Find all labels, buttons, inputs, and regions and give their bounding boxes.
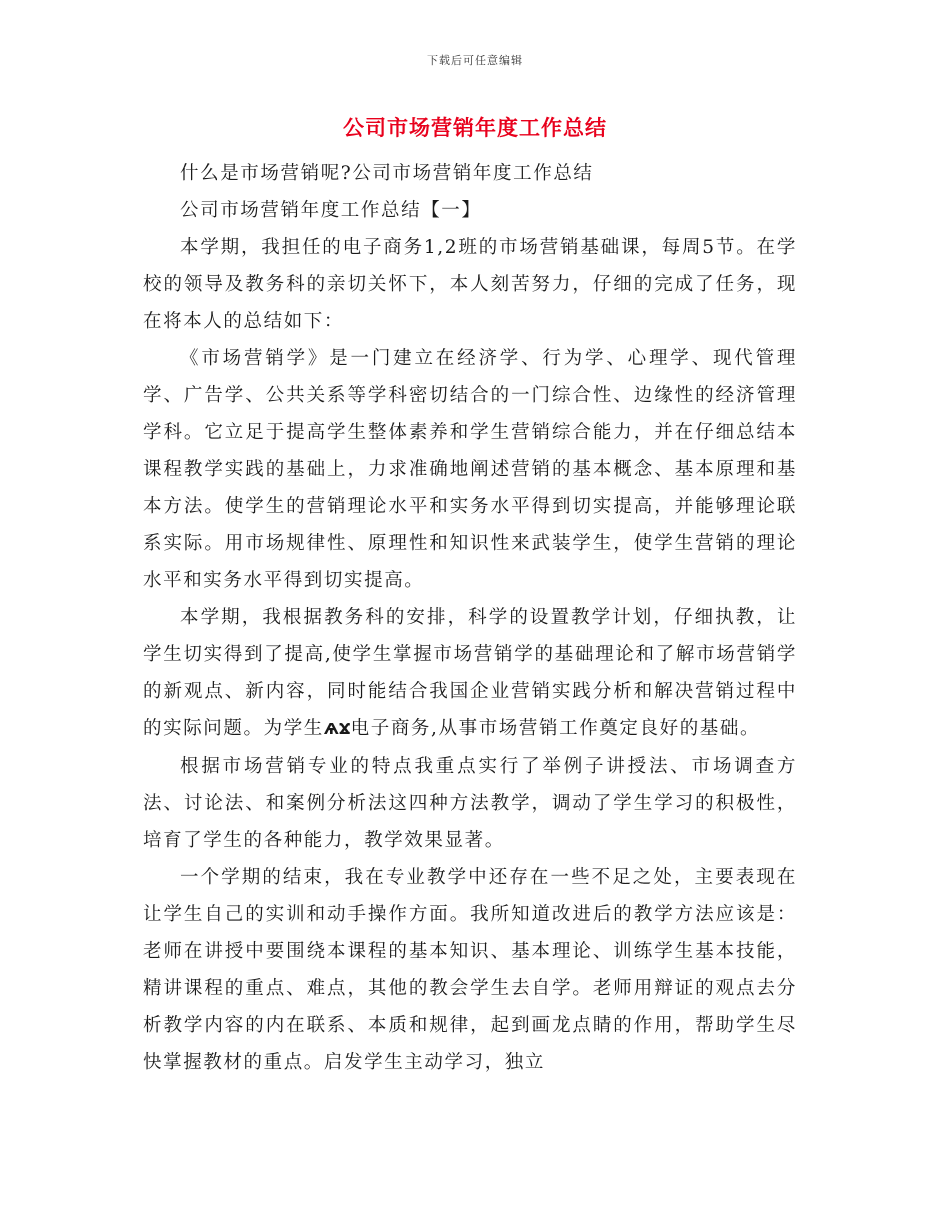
section-heading: 公司市场营销年度工作总结【一】 [180, 200, 482, 221]
garbled-mark: ѦϪ [323, 720, 351, 738]
subtitle-line: 什么是市场营销呢?公司市场营销年度工作总结 [180, 163, 594, 184]
document-title: 公司市场营销年度工作总结 [343, 115, 607, 140]
paragraph-1: 本学期，我担任的电子商务1,2班的市场营销基础课，每周5节。在学校的领导及教务科的亲切关怀下，本人刻苦努力，仔细的完成了任务，现在将本人的总结如下： [143, 237, 797, 332]
page-header: 下载后可任意编辑 [427, 54, 523, 67]
paragraph-3 [143, 599, 797, 748]
paragraph-3-part-2: 电子商务,从事市场营销工作奠定良好的基础。 [350, 718, 761, 739]
paragraph-3-part-1: 本学期，我根据教务科的安排，科学的设置教学计划，仔细执教，让学生切实得到了提高,使学生掌握市场营销学的基础理论和了解市场营销学的新观点、新内容，同时能结合我国企业营销实践分析和解决营销过程中的实际问题。为学生 [143, 607, 797, 739]
document-body [143, 155, 797, 1081]
paragraph-5: 一个学期的结束，我在专业教学中还存在一些不足之处，主要表现在让学生自己的实训和动手操作方面。我所知道改进后的教学方法应该是：老师在讲授中要围绕本课程的基本知识、基本理论、训练学生基本技能，精讲课程的重点、难点，其他的教会学生去自学。老师用辩证的观点去分析教学内容的内在联系、本质和规律，起到画龙点睛的作用，帮助学生尽快掌握教材的重点。启发学生主动学习，独立 [143, 867, 797, 1073]
paragraph-2: 《市场营销学》是一门建立在经济学、行为学、心理学、现代管理学、广告学、公共关系等学科密切结合的一门综合性、边缘性的经济管理学科。它立足于提高学生整体素养和学生营销综合能力，并在仔细总结本课程教学实践的基础上，力求准确地阐述营销的基本概念、基本原理和基本方法。使学生的营销理论水平和实务水平得到切实提高，并能够理论联系实际。用市场规律性、原理性和知识性来武装学生，使学生营销的理论水平和实务水平得到切实提高。 [143, 348, 797, 591]
paragraph-4: 根据市场营销专业的特点我重点实行了举例子讲授法、市场调查方法、讨论法、和案例分析法这四种方法教学，调动了学生学习的积极性，培育了学生的各种能力，教学效果显著。 [143, 756, 797, 851]
